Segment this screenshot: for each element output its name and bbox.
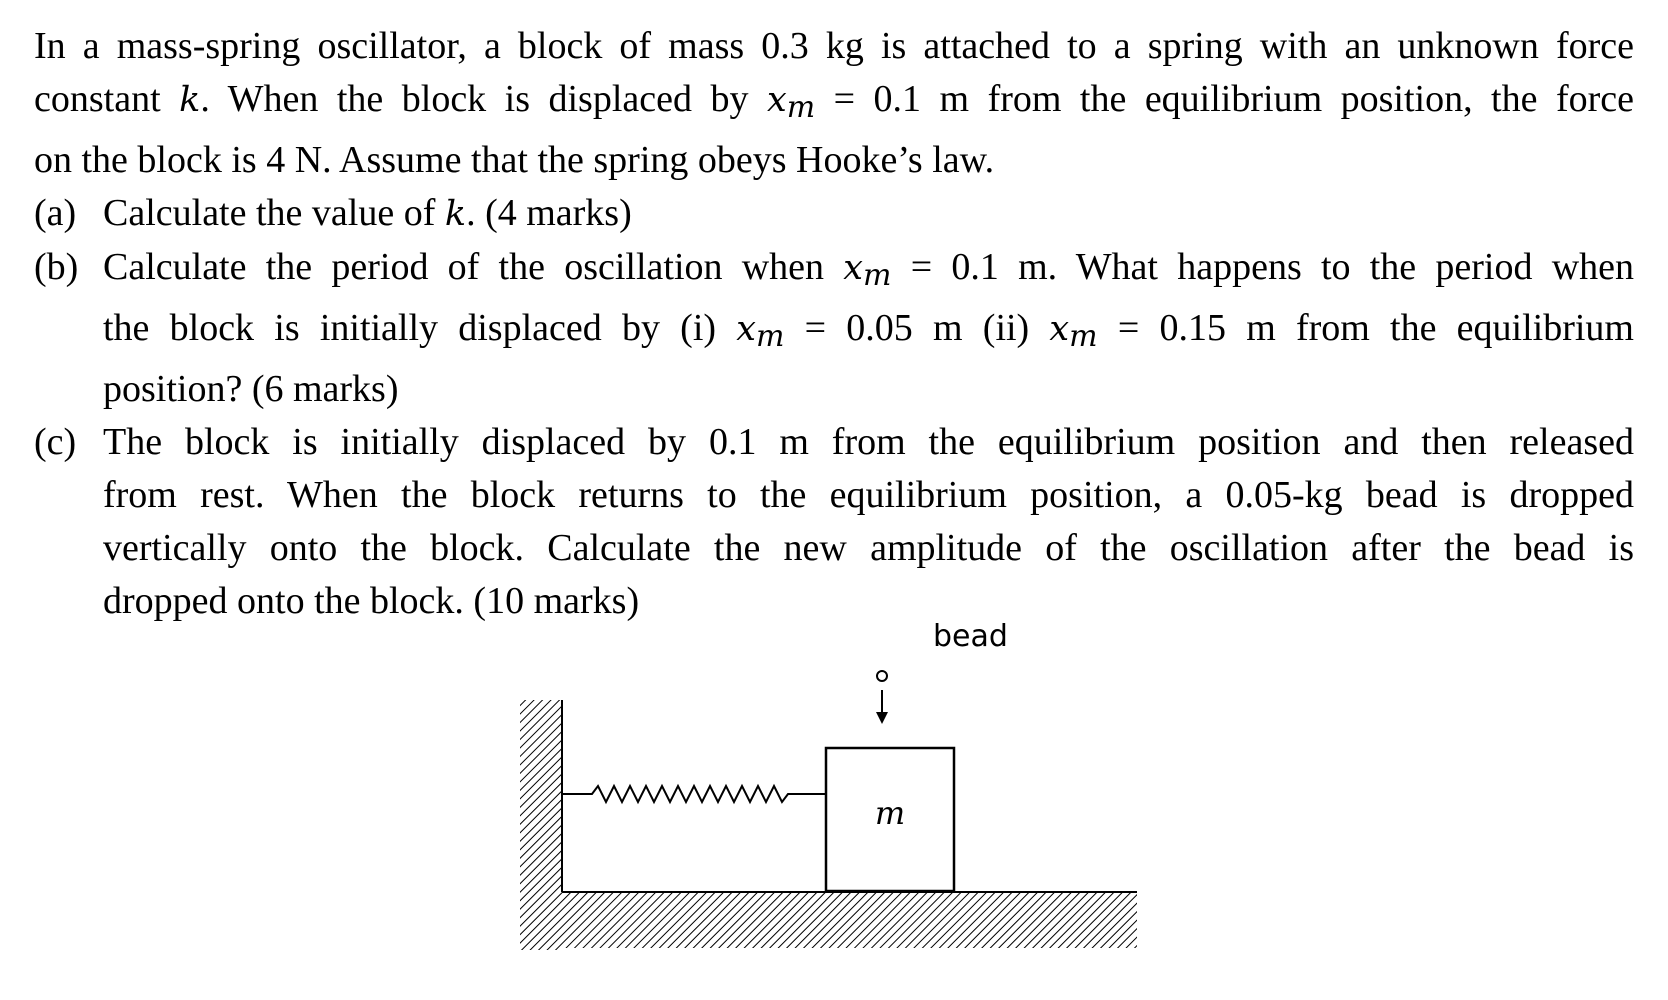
part-line: from rest. When the block returns to the equilibrium position, a 0.05-kg bead is dropped	[103, 474, 1634, 516]
intro-line-2	[34, 73, 1634, 134]
mass-spring-diagram	[520, 620, 1140, 960]
intro-text-fragment: constant	[34, 78, 180, 120]
math-subscript-m: m	[863, 258, 892, 293]
part-text-fragment: . (4 marks)	[466, 192, 632, 234]
math-symbol-x: x	[736, 309, 756, 349]
part-label: (c)	[34, 421, 77, 463]
math-symbol-x: x	[1049, 309, 1070, 349]
part-line: vertically onto the block. Calculate the new amplitude of the oscillation after the bead is	[103, 527, 1634, 569]
math-subscript-m: m	[786, 90, 816, 125]
part-label: (b)	[34, 246, 79, 288]
math-subscript-m: m	[1069, 319, 1098, 354]
intro-line-1: In a mass-spring oscillator, a block of mass 0.3 kg is attached to a spring with an unknown force	[34, 25, 1634, 67]
math-symbol-x: x	[766, 80, 787, 120]
intro-text-fragment: . When the block is displaced by	[200, 78, 767, 120]
floor-hatching	[562, 892, 1137, 948]
wall-hatching	[520, 700, 562, 950]
part-line	[103, 187, 1634, 241]
math-symbol-k: k	[179, 80, 201, 120]
question-part-a	[34, 187, 1634, 241]
math-symbol-k: k	[444, 194, 467, 234]
math-symbol-x: x	[843, 248, 864, 288]
intro-text-fragment: = 0.1 m from the equilibrium position, the force	[815, 78, 1634, 120]
part-text-fragment: the block is initially displaced by (i)	[103, 307, 737, 349]
spring	[562, 786, 826, 802]
question-text	[34, 20, 1634, 628]
question-intro	[34, 20, 1634, 187]
part-text-fragment: Calculate the value of	[103, 192, 445, 234]
drop-arrow-head-icon	[876, 712, 888, 724]
block-label: m	[874, 794, 906, 832]
part-text-fragment: = 0.15 m from the equilibrium	[1097, 307, 1634, 349]
part-line	[103, 241, 1634, 302]
intro-line-3: on the block is 4 N. Assume that the spring obeys Hooke’s law.	[34, 139, 995, 181]
question-part-b	[34, 241, 1634, 416]
part-line: dropped onto the block. (10 marks)	[103, 580, 640, 622]
bead-icon	[877, 671, 887, 681]
part-line: The block is initially displaced by 0.1 m from the equilibrium position and then released	[103, 421, 1634, 463]
part-label: (a)	[34, 192, 77, 234]
part-line	[103, 302, 1634, 363]
part-text-fragment: Calculate the period of the oscillation when	[103, 246, 844, 288]
part-text-fragment: = 0.1 m. What happens to the period when	[891, 246, 1635, 288]
bead-label: bead	[933, 620, 1008, 654]
math-subscript-m: m	[756, 319, 785, 354]
part-line: position? (6 marks)	[103, 368, 399, 410]
part-text-fragment: = 0.05 m (ii)	[784, 307, 1050, 349]
question-part-c	[34, 416, 1634, 628]
